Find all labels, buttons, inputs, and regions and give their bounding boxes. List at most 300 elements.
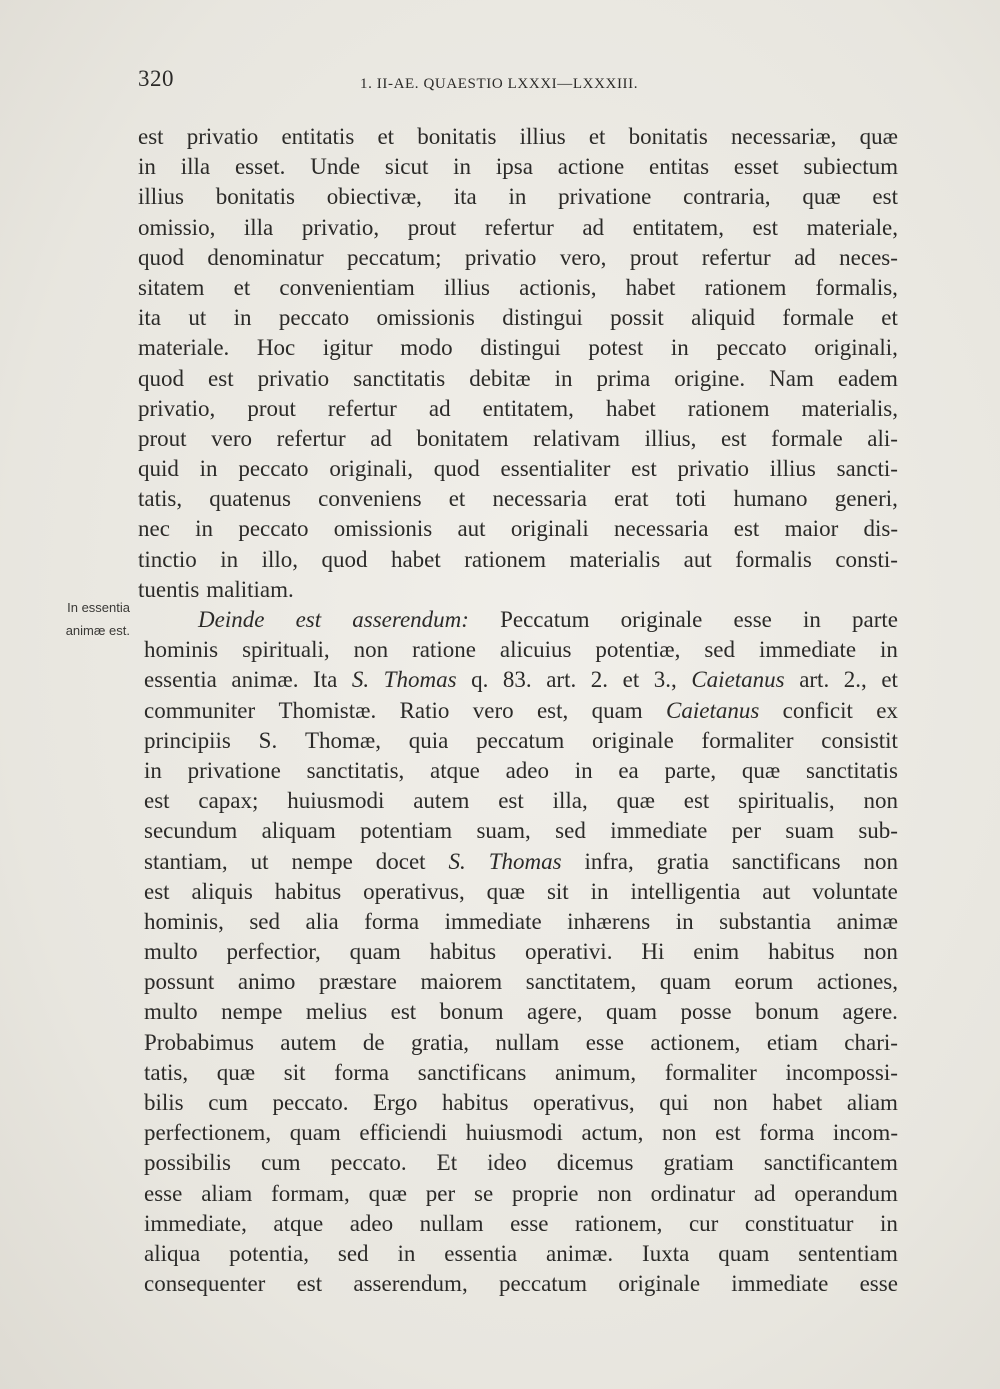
word: gratia, bbox=[410, 1029, 470, 1055]
word: in bbox=[880, 637, 898, 663]
word: tatis, bbox=[144, 1059, 189, 1085]
italic-word: asserendum: bbox=[352, 607, 469, 632]
text-line bbox=[138, 877, 898, 907]
text-line bbox=[138, 213, 898, 243]
italic-word: Deinde bbox=[198, 607, 265, 632]
word: est bbox=[390, 999, 417, 1025]
word: non bbox=[863, 939, 898, 965]
word: originali, bbox=[329, 456, 413, 482]
text-line bbox=[138, 1058, 898, 1088]
word: in bbox=[675, 908, 694, 934]
word: gratiam bbox=[663, 1150, 734, 1176]
word: Nam bbox=[769, 365, 814, 391]
word: melius bbox=[305, 999, 368, 1025]
word: ideo bbox=[487, 1150, 527, 1176]
word: originale bbox=[618, 1271, 701, 1297]
word: quam bbox=[659, 969, 711, 995]
word: formaliter bbox=[701, 727, 794, 753]
word: sed bbox=[249, 908, 281, 934]
word: hominis, bbox=[144, 908, 224, 934]
word: possibilis bbox=[144, 1150, 231, 1176]
word: illius bbox=[519, 124, 566, 149]
word: chari- bbox=[844, 1029, 898, 1055]
word: Peccatum bbox=[500, 607, 590, 632]
word: ali- bbox=[867, 425, 898, 451]
word: Et bbox=[436, 1150, 458, 1176]
word: quam bbox=[605, 999, 658, 1025]
word: in bbox=[144, 757, 162, 783]
word: sanctitatis, bbox=[306, 757, 405, 783]
word: 2., bbox=[843, 667, 867, 693]
word: ita bbox=[453, 184, 477, 210]
word: sed bbox=[337, 1240, 369, 1266]
word: non bbox=[662, 1120, 697, 1146]
text-line bbox=[138, 907, 898, 937]
word: potentiæ, bbox=[595, 637, 681, 663]
word: adeo bbox=[349, 1210, 394, 1236]
text-line bbox=[138, 424, 898, 454]
word: ratione bbox=[412, 637, 476, 663]
word: ea bbox=[618, 757, 639, 783]
word: Hi bbox=[641, 939, 665, 965]
word: autem bbox=[280, 1029, 337, 1055]
word: ordinatur bbox=[650, 1180, 735, 1206]
word: generi, bbox=[834, 486, 898, 512]
word: eorum bbox=[734, 969, 794, 995]
word: animo bbox=[237, 969, 296, 995]
word: quod bbox=[433, 456, 480, 482]
word: conveniens bbox=[318, 486, 422, 512]
word: peccatum bbox=[476, 727, 565, 753]
word: conficit bbox=[782, 697, 853, 723]
word: in bbox=[138, 154, 156, 180]
word: dis- bbox=[863, 516, 898, 542]
word: in bbox=[397, 1240, 416, 1266]
word: peccatum bbox=[498, 1271, 588, 1297]
word: prout bbox=[247, 395, 296, 421]
word: alicuius bbox=[499, 637, 572, 663]
word: rationem bbox=[704, 274, 787, 300]
word: immediate bbox=[444, 908, 542, 934]
word: cum bbox=[208, 1090, 248, 1115]
word: consistit bbox=[821, 727, 898, 753]
word: est bbox=[872, 184, 898, 210]
word: refertur bbox=[701, 244, 771, 270]
word: voluntate bbox=[812, 878, 898, 904]
word: esset. bbox=[234, 154, 286, 180]
word: materiale. bbox=[138, 335, 230, 361]
word: privatione bbox=[558, 184, 652, 210]
word: vero bbox=[211, 425, 253, 451]
word: in bbox=[199, 456, 218, 482]
text-line bbox=[138, 756, 898, 786]
word: est bbox=[498, 788, 524, 814]
text-line bbox=[138, 635, 898, 665]
word: maior bbox=[784, 516, 839, 542]
word: animæ. bbox=[231, 667, 299, 693]
word: entitatem, bbox=[482, 395, 574, 421]
word: in bbox=[508, 184, 527, 210]
word: infra, bbox=[584, 848, 634, 874]
word: malitiam. bbox=[206, 576, 294, 602]
word: erat bbox=[614, 486, 649, 512]
word: spirituali, bbox=[242, 637, 330, 663]
word: atque bbox=[430, 757, 480, 783]
word: de bbox=[362, 1029, 385, 1055]
text-line bbox=[138, 303, 898, 333]
word: in bbox=[670, 335, 689, 361]
word: illa bbox=[180, 154, 211, 180]
text-line bbox=[138, 605, 898, 635]
word: nullam bbox=[419, 1210, 484, 1236]
word: asserendum, bbox=[353, 1271, 468, 1297]
word: est bbox=[720, 425, 747, 451]
text-line bbox=[138, 786, 898, 816]
word: materialis bbox=[569, 546, 661, 572]
word: aliquis bbox=[191, 878, 253, 904]
text-line bbox=[138, 484, 898, 514]
word: actionis, bbox=[519, 274, 597, 300]
word: sanctitatis bbox=[805, 757, 898, 783]
word: est bbox=[752, 214, 779, 240]
word: ad bbox=[428, 395, 451, 421]
word: formalis, bbox=[815, 274, 898, 300]
word: et bbox=[448, 486, 466, 512]
word: habet bbox=[625, 274, 676, 300]
word: originali, bbox=[814, 335, 898, 361]
word: operativus, bbox=[363, 878, 465, 904]
word: possunt bbox=[144, 969, 215, 995]
word: est bbox=[144, 878, 170, 904]
text-line bbox=[138, 454, 898, 484]
text-line bbox=[138, 1028, 898, 1058]
word: agere. bbox=[842, 999, 898, 1025]
word: refertur bbox=[327, 395, 397, 421]
word: præstare bbox=[318, 969, 397, 995]
word: immediate, bbox=[144, 1210, 247, 1236]
text-line bbox=[138, 847, 898, 877]
word: est bbox=[296, 1271, 323, 1297]
text-line bbox=[138, 937, 898, 967]
text-line bbox=[138, 696, 898, 726]
word: quam bbox=[718, 1240, 770, 1266]
word: in bbox=[453, 154, 472, 180]
text-line bbox=[138, 273, 898, 303]
italic-word: Caietanus bbox=[691, 667, 785, 693]
word: esse bbox=[144, 1180, 183, 1206]
word: forma bbox=[759, 1120, 815, 1146]
word: omissionis bbox=[333, 516, 433, 542]
word: Thomistæ. bbox=[278, 697, 377, 723]
word: aut bbox=[457, 516, 486, 542]
word: illius bbox=[138, 184, 185, 210]
word: consti- bbox=[835, 546, 898, 572]
text-line bbox=[138, 1088, 898, 1118]
word: debitæ bbox=[469, 365, 531, 391]
word: art. bbox=[546, 667, 577, 693]
word: actionem, bbox=[650, 1029, 741, 1055]
word: relativam bbox=[533, 425, 620, 451]
word: sanctificantem bbox=[763, 1150, 898, 1176]
word: adeo bbox=[505, 757, 549, 783]
word: operandum bbox=[794, 1180, 898, 1206]
running-head-title: 1. II-AE. QUAESTIO LXXXI—LXXXIII. bbox=[360, 76, 639, 92]
word: privatio bbox=[186, 124, 259, 149]
word: nempe bbox=[291, 848, 353, 874]
word: non bbox=[863, 848, 898, 874]
word: entitatem, bbox=[632, 214, 724, 240]
word: communiter bbox=[144, 697, 256, 723]
text-line bbox=[138, 394, 898, 424]
word: Probabimus bbox=[144, 1029, 254, 1055]
word: et bbox=[377, 124, 395, 149]
word: bonum bbox=[439, 999, 504, 1025]
word: per bbox=[731, 818, 762, 844]
word: ad bbox=[370, 425, 392, 451]
word: refertur bbox=[484, 214, 554, 240]
word: et bbox=[881, 305, 898, 331]
word: substantia bbox=[719, 908, 812, 934]
word: vero, bbox=[559, 244, 607, 270]
word: perfectior, bbox=[226, 939, 321, 965]
word: se bbox=[474, 1180, 494, 1206]
word: formale bbox=[782, 305, 854, 331]
text-line bbox=[138, 665, 898, 695]
word: quod bbox=[138, 244, 184, 270]
word: 3., bbox=[653, 667, 677, 693]
word: enim bbox=[693, 939, 740, 965]
word: potentia, bbox=[229, 1240, 309, 1266]
word: etiam bbox=[766, 1029, 818, 1055]
word: formalis bbox=[735, 546, 812, 572]
word: essentia bbox=[144, 667, 217, 693]
word: aut bbox=[683, 546, 712, 572]
word: privatio bbox=[464, 244, 537, 270]
word: privatio bbox=[257, 365, 330, 391]
word: modo bbox=[400, 335, 453, 361]
word: denominatur bbox=[207, 244, 324, 270]
text-line bbox=[138, 1148, 898, 1178]
word: bilis bbox=[144, 1090, 184, 1115]
word: immediate bbox=[731, 1271, 829, 1297]
word: Hoc bbox=[256, 335, 296, 361]
word: quia bbox=[408, 727, 449, 753]
text-line bbox=[138, 364, 898, 394]
word: non bbox=[713, 1090, 748, 1115]
word: potentiam bbox=[360, 818, 453, 844]
word: peccato bbox=[238, 516, 309, 542]
text-line bbox=[138, 545, 898, 575]
word: secundum bbox=[144, 818, 238, 844]
word: privatio, bbox=[138, 395, 216, 421]
word: habet bbox=[390, 546, 441, 572]
word: quæ bbox=[486, 878, 526, 904]
text-line bbox=[138, 726, 898, 756]
word: formale bbox=[771, 425, 843, 451]
word: quatenus bbox=[209, 486, 291, 512]
word: habet bbox=[772, 1090, 823, 1115]
word: suam, bbox=[476, 818, 531, 844]
word: illo, bbox=[261, 546, 299, 572]
word: quæ bbox=[216, 1059, 256, 1085]
word: aliam bbox=[846, 1090, 898, 1115]
word: aut bbox=[762, 878, 791, 904]
word: nec bbox=[138, 516, 170, 542]
word: actum, bbox=[581, 1120, 644, 1146]
word: esse bbox=[585, 1029, 625, 1055]
word: prout bbox=[629, 244, 679, 270]
word: non bbox=[863, 788, 898, 814]
word: spiritualis, bbox=[738, 788, 835, 814]
word: 2. bbox=[590, 667, 609, 693]
word: autem bbox=[413, 788, 470, 814]
word: dicemus bbox=[556, 1150, 634, 1176]
word: Ratio bbox=[399, 697, 450, 723]
word: quæ bbox=[616, 788, 655, 814]
word: non bbox=[597, 1180, 632, 1206]
word: in bbox=[220, 546, 239, 572]
word: proprie bbox=[512, 1180, 579, 1206]
word: rationem bbox=[464, 546, 546, 572]
marginal-note bbox=[40, 596, 130, 642]
word: est bbox=[208, 365, 234, 391]
word: essentialiter bbox=[500, 456, 611, 482]
text-line bbox=[138, 514, 898, 544]
word: potest bbox=[588, 335, 644, 361]
word: formaliter bbox=[664, 1059, 757, 1085]
word: et bbox=[622, 667, 640, 693]
word: quam bbox=[591, 697, 643, 723]
word: illa bbox=[243, 214, 274, 240]
word: in bbox=[554, 365, 573, 391]
word: aliquid bbox=[691, 305, 756, 331]
word: ex bbox=[876, 697, 898, 723]
word: Iuxta bbox=[642, 1240, 690, 1266]
word: subiectum bbox=[803, 154, 898, 180]
word: sed bbox=[555, 818, 586, 844]
word: bonitatis bbox=[215, 184, 295, 210]
word: illius bbox=[443, 274, 490, 300]
word: in bbox=[233, 305, 252, 331]
word: aliqua bbox=[144, 1240, 201, 1266]
word: sitatem bbox=[138, 274, 205, 300]
word: suam bbox=[785, 818, 834, 844]
word: operativi. bbox=[524, 939, 613, 965]
word: originale bbox=[620, 607, 703, 632]
word: privatione bbox=[187, 757, 281, 783]
italic-word: Thomas bbox=[488, 848, 562, 874]
word: habet bbox=[605, 395, 656, 421]
word: peccato bbox=[716, 335, 787, 361]
text-line bbox=[138, 967, 898, 997]
word: et bbox=[881, 667, 898, 693]
word: materiale, bbox=[806, 214, 898, 240]
word: sed bbox=[704, 637, 736, 663]
word: Unde bbox=[310, 154, 361, 180]
word: quod bbox=[138, 365, 184, 391]
word: in bbox=[195, 516, 214, 542]
word: incom- bbox=[832, 1120, 898, 1146]
word: actiones, bbox=[816, 969, 898, 995]
word: privatio, bbox=[301, 214, 380, 240]
word: essentia bbox=[444, 1240, 518, 1266]
word: eadem bbox=[837, 365, 898, 391]
word: tuentis bbox=[138, 576, 200, 602]
word: in bbox=[574, 757, 593, 783]
word: esse bbox=[733, 607, 772, 632]
page-number: 320 bbox=[138, 66, 174, 91]
word: sanctificans bbox=[417, 1059, 527, 1085]
italic-word: S. bbox=[351, 667, 370, 693]
word: incompossi- bbox=[785, 1059, 898, 1085]
word: peccatum; bbox=[347, 244, 442, 270]
word: entitatis bbox=[281, 124, 355, 149]
word: ad bbox=[794, 244, 816, 270]
word: efficiendi bbox=[359, 1120, 448, 1146]
word: ad bbox=[582, 214, 605, 240]
word: necessariæ, bbox=[731, 124, 837, 149]
word: forma bbox=[334, 1059, 390, 1085]
word: distingui bbox=[480, 335, 561, 361]
word: omissionis bbox=[376, 305, 475, 331]
text-line bbox=[138, 243, 898, 273]
italic-word: Thomas bbox=[383, 667, 457, 693]
word: et bbox=[233, 274, 251, 300]
text-line bbox=[138, 333, 898, 363]
word: immediate bbox=[759, 637, 857, 663]
italic-word: est bbox=[295, 607, 322, 632]
word: multo bbox=[144, 999, 198, 1025]
word: illa, bbox=[552, 788, 588, 814]
word: in bbox=[880, 1210, 898, 1236]
word: neces- bbox=[839, 244, 898, 270]
text-line bbox=[138, 1209, 898, 1239]
word: gratia bbox=[656, 848, 710, 874]
word: nempe bbox=[221, 999, 283, 1025]
word: bonum bbox=[755, 999, 819, 1025]
text-line bbox=[138, 182, 898, 212]
word: distingui bbox=[502, 305, 583, 331]
word: quæ bbox=[802, 184, 841, 210]
word: est bbox=[683, 788, 710, 814]
word: in bbox=[590, 878, 609, 904]
word: sententiam bbox=[798, 1240, 898, 1266]
word: rationem bbox=[687, 395, 770, 421]
text-line bbox=[138, 816, 898, 846]
word: aliquam bbox=[261, 818, 336, 844]
word: est bbox=[631, 456, 657, 482]
text-line bbox=[138, 152, 898, 182]
word: huiusmodi bbox=[287, 788, 385, 814]
text-line bbox=[138, 1179, 898, 1209]
word: capax; bbox=[198, 788, 259, 814]
word: atque bbox=[273, 1210, 324, 1236]
word: et bbox=[588, 124, 606, 149]
word: refertur bbox=[276, 425, 346, 451]
word: bonitatis bbox=[628, 124, 708, 149]
word: alia bbox=[305, 908, 339, 934]
word: originale bbox=[592, 727, 674, 753]
word: sanctitatem, bbox=[525, 969, 637, 995]
text-line bbox=[138, 122, 898, 152]
word: parte, bbox=[664, 757, 717, 783]
word: peccato bbox=[238, 456, 309, 482]
word: toti bbox=[675, 486, 707, 512]
word: habitus bbox=[768, 939, 835, 965]
word: prout bbox=[407, 214, 457, 240]
word: formam, bbox=[271, 1180, 350, 1206]
word: immediate bbox=[610, 818, 708, 844]
